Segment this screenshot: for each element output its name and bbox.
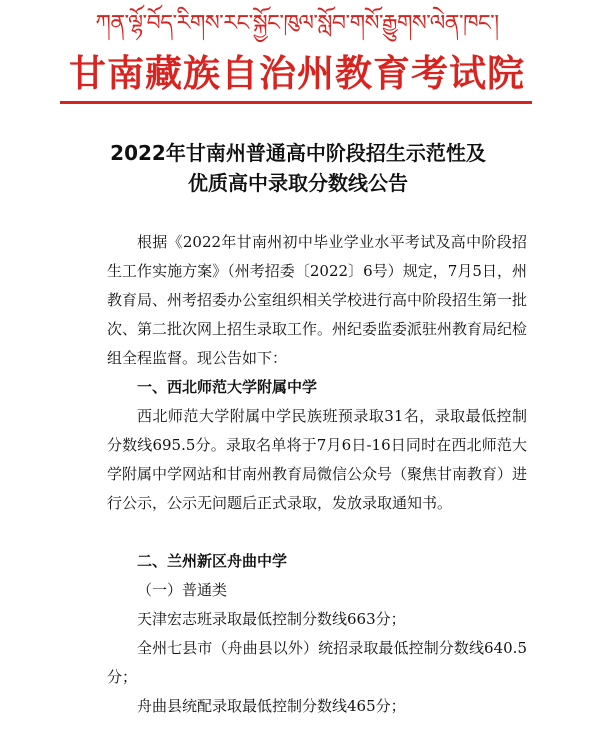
header-divider [60, 101, 532, 104]
seven-counties-line: 全州七县市（舟曲县以外）统招录取最低控制分数线640.5分； [107, 639, 527, 686]
zhouqu-county-line: 舟曲县统配录取最低控制分数线465分； [137, 697, 406, 715]
section-2-heading: 二、兰州新区舟曲中学 [137, 552, 288, 570]
tianjin-class-line: 天津宏志班录取最低控制分数线663分； [137, 610, 406, 628]
notice-title-line-1: 2022年甘南州普通高中阶段招生示范性及 [110, 141, 486, 165]
tibetan-org-name: ཀན་ལྷོ་བོད་རིགས་རང་སྐྱོང་ཁུལ་སློབ་གསོ་རྒྱུགས་ལེན་ཁང་། [95, 11, 499, 36]
section-2-subheading: （一）普通类 [137, 581, 228, 599]
org-name: 甘南藏族自治州教育考试院 [69, 51, 525, 95]
section-1-heading: 一、西北师范大学附属中学 [137, 378, 318, 396]
section-1-paragraph: 西北师范大学附属中学民族班预录取31名，录取最低控制分数线695.5分。录取名单将于7月6日-16日同时在西北师范大学附属中学网站和甘南州教育局微信公众号（聚焦甘南教育）进行公示，公示无问题后正式录取，发放录取通知书。 [107, 407, 528, 512]
notice-title-line-2: 优质高中录取分数线公告 [188, 171, 408, 195]
intro-paragraph: 根据《2022年甘南州初中毕业学业水平考试及高中阶段招生工作实施方案》（州考招委〔2022〕6号）规定，7月5日，州教育局、州考招委办公室组织相关学校进行高中阶段招生第一批次、第二批次网上招生录取工作。州纪委监委派驻州教育局纪检组全程监督。现公告如下： [107, 233, 528, 367]
